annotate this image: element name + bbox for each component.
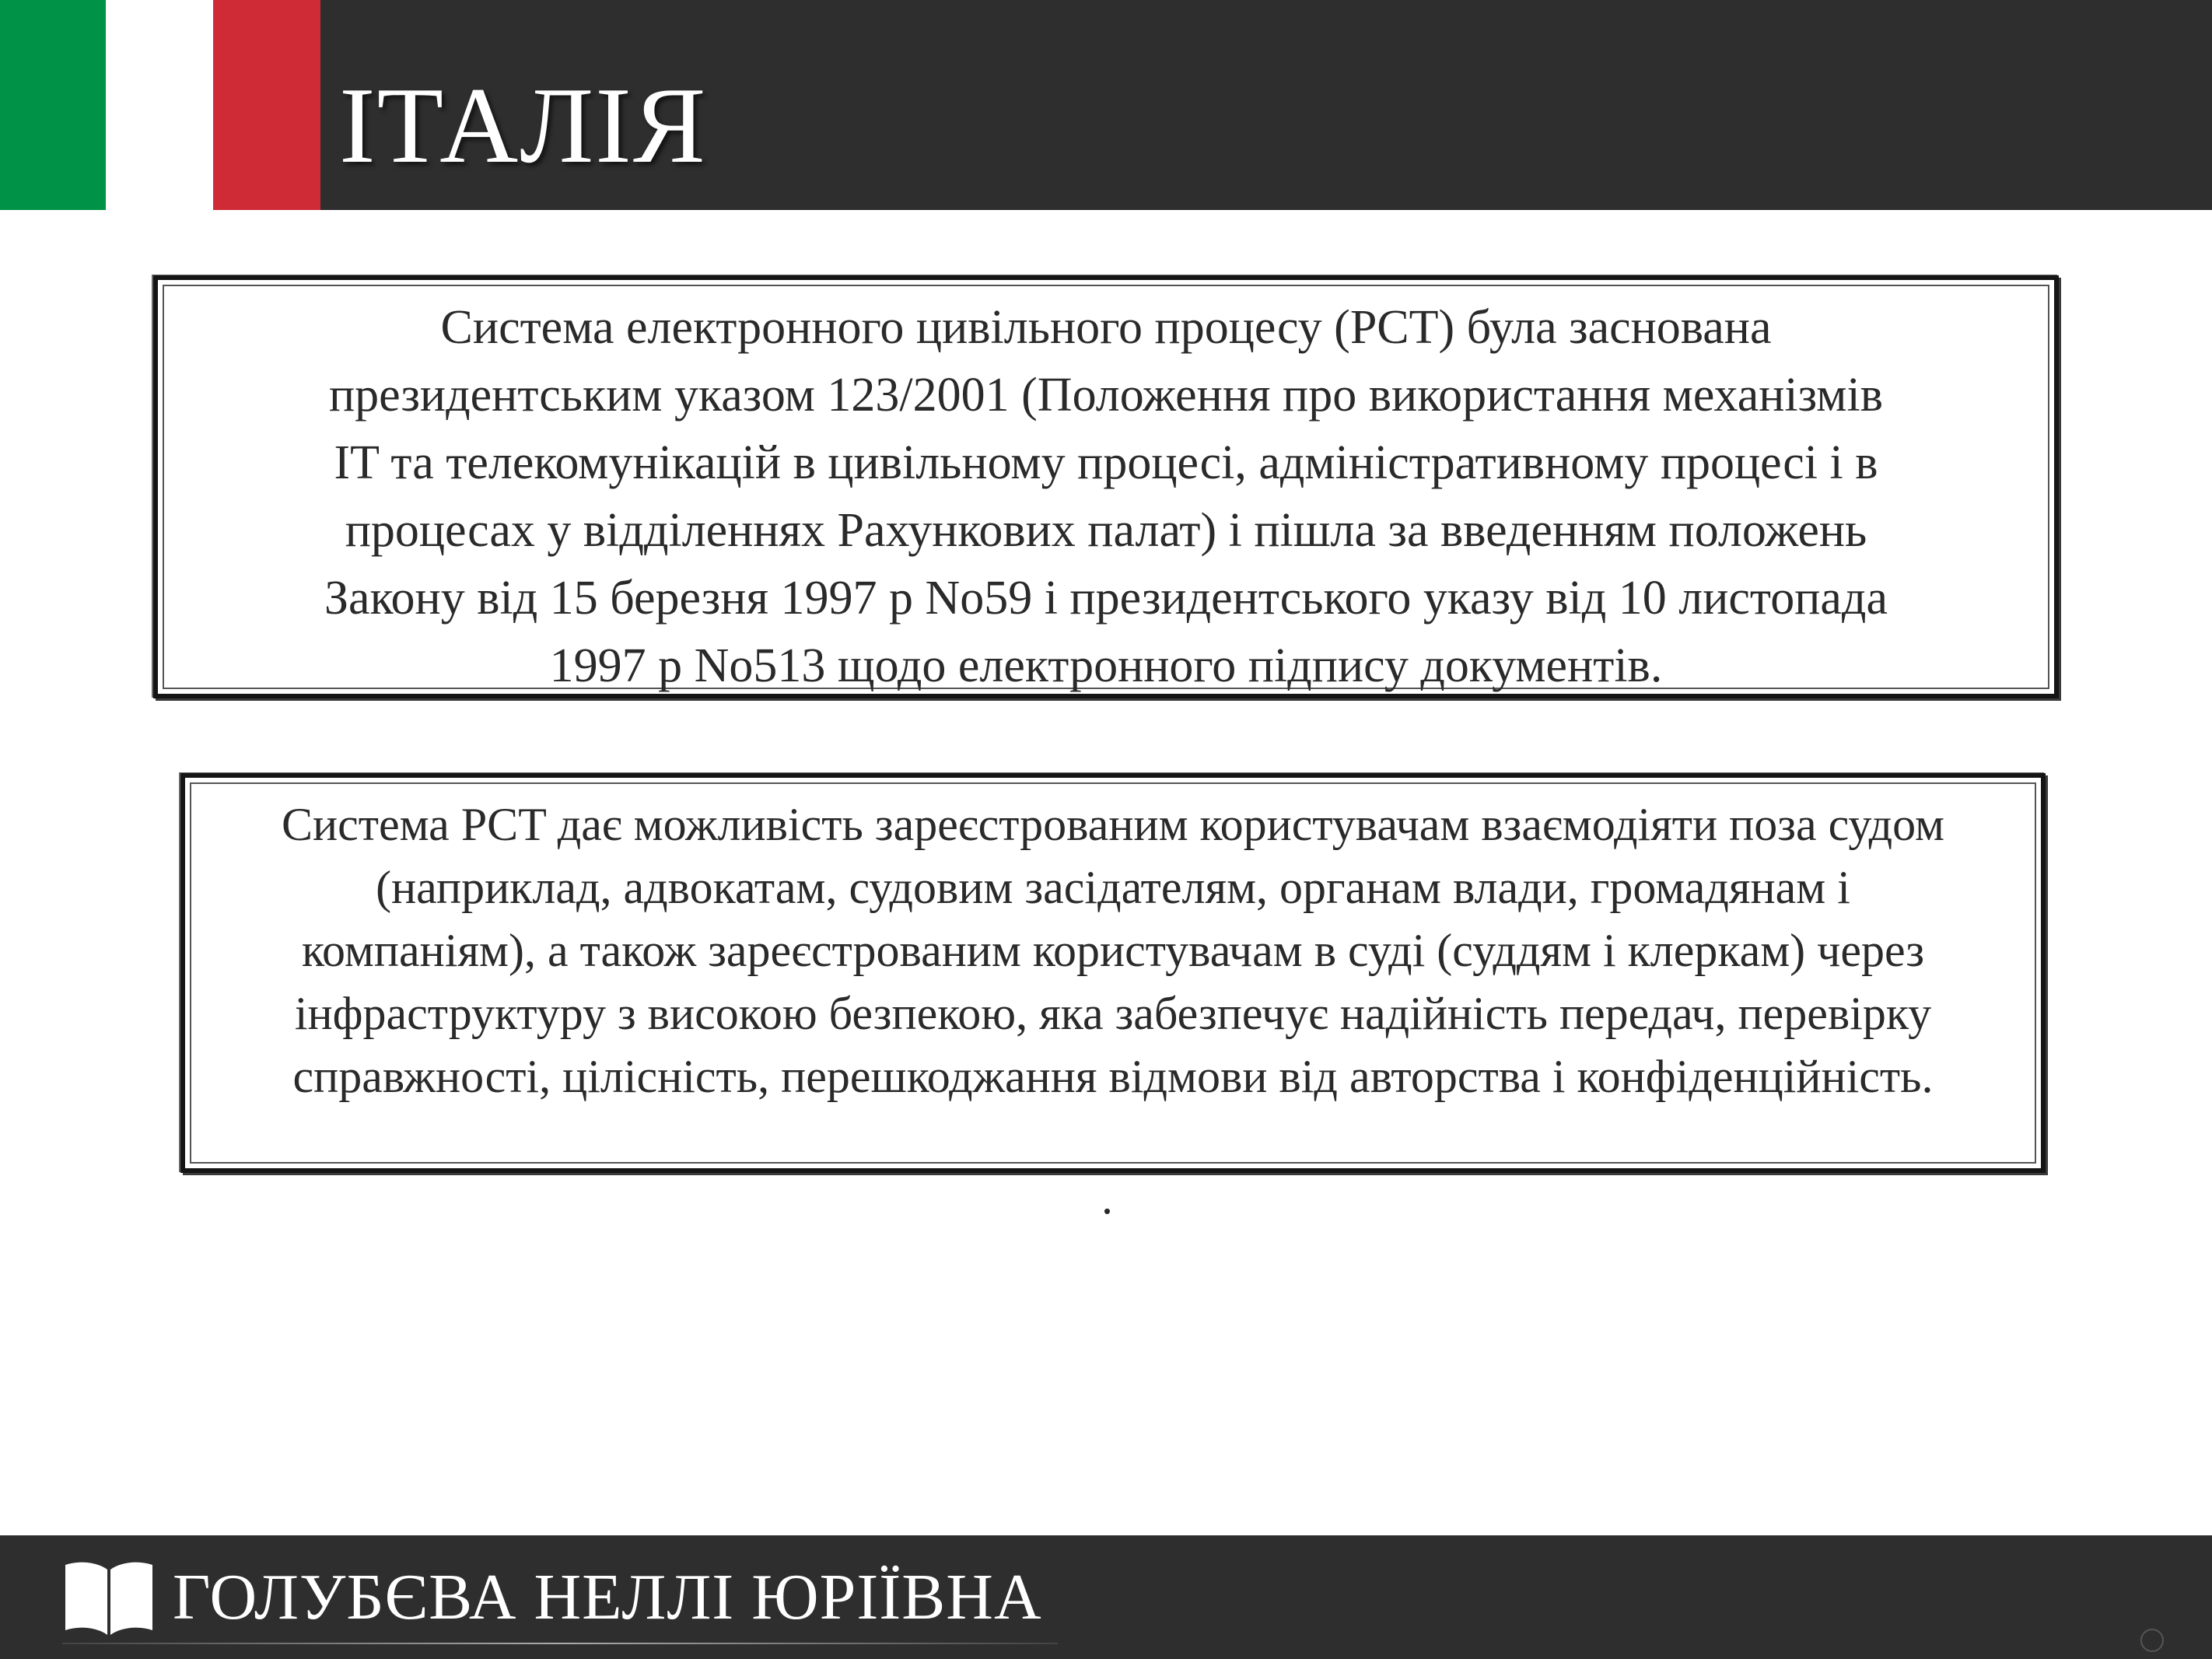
footer-divider (62, 1643, 1058, 1644)
text-line: інфраструктуру з високою безпекою, яка забезпечує надійність передач, перевірку (294, 988, 1932, 1039)
author-name: ГОЛУБЄВА НЕЛЛІ ЮРІЇВНА (173, 1561, 1042, 1633)
text-line: Закону від 15 березня 1997 р No59 і президентського указу від 10 листопада (324, 572, 1888, 625)
text-box-pct-history (153, 275, 2059, 698)
text-line: IT та телекомунікацій в цивільному процесі, адміністративному процесі і в (334, 436, 1878, 489)
text-line: Система електронного цивільного процесу (PCT) була заснована (440, 301, 1772, 354)
text-box-pct-history-text (173, 294, 2039, 700)
header-bar (0, 0, 2212, 210)
text-line: процесах у відділеннях Рахункових палат) і пішла за введенням положень (345, 504, 1867, 557)
trailing-dot: . (1101, 1172, 1113, 1223)
text-line: президентським указом 123/2001 (Положення про використання механізмів (328, 369, 1884, 422)
text-line: (наприклад, адвокатам, судовим засідателям, органам влади, громадянам і (376, 862, 1850, 913)
flag-stripe-white (106, 0, 213, 210)
page-title: ІТАЛІЯ (339, 65, 708, 186)
text-line: 1997 р No513 щодо електронного підпису документів. (549, 639, 1663, 692)
open-book-icon (62, 1559, 156, 1636)
flag-stripe-red (213, 0, 320, 210)
text-line: справжності, цілісність, перешкоджання відмови від авторства і конфіденційність. (292, 1051, 1934, 1102)
text-line: компаніям), а також зареєстрованим користувачам в суді (суддям і клеркам) через (301, 925, 1925, 976)
text-line: Система PCT дає можливість зареєстрованим користувачам взаємодіяти поза судом (282, 799, 1944, 850)
corner-mark-icon (2140, 1629, 2164, 1652)
flag-stripe-green (0, 0, 106, 210)
text-box-pct-features-text (170, 793, 2056, 1108)
text-box-pct-features (180, 773, 2046, 1173)
